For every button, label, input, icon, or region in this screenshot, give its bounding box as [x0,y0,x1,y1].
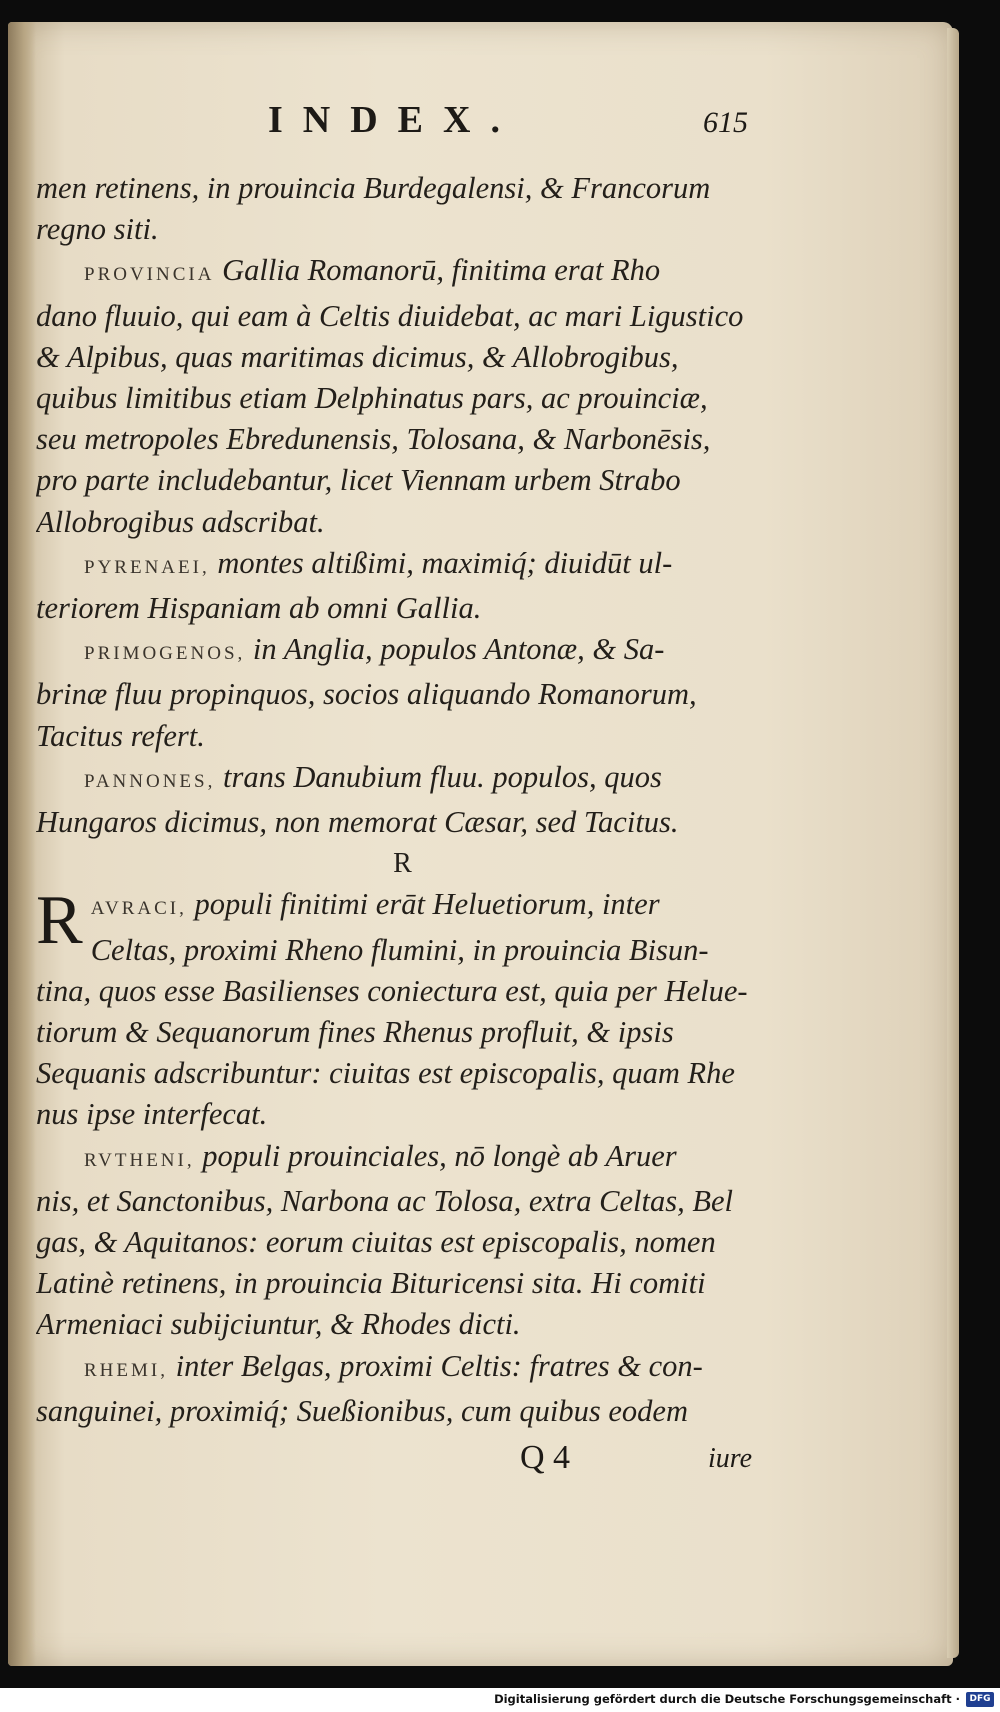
entry-pyrenaei [36,543,764,588]
entry-rutheni [36,1136,764,1181]
text-line: Latinè retinens, in prouincia Bituricensi sita. Hi comiti [36,1266,706,1301]
page-gutter [8,22,36,1666]
entry-text: trans Danubium fluu. populos, quos [222,759,662,794]
entry-text: populi finitimi erāt Heluetiorum, inter [194,887,660,922]
entry-text: populi prouinciales, nō longè ab Aruer [202,1138,677,1173]
text-line: Hungaros dicimus, non memorat Cæsar, sed Tacitus. [36,805,679,840]
entry-heading: PRIMOGENOS, [84,643,246,665]
text-line: nus ipse interfecat. [36,1097,268,1132]
drop-cap: R [36,882,83,960]
text-line: brinæ fluu propinquos, socios aliquando Romanorum, [36,677,697,712]
index-text [36,168,764,1432]
entry-provincia [36,250,764,295]
entry-rauraci [36,884,764,970]
entry-heading: AVRACI, [90,898,187,920]
text-line: teriorem Hispaniam ab omni Gallia. [36,591,482,626]
section-letter: R [393,848,412,880]
entry-heading: PYRENAEI, [84,556,210,578]
funding-notice: Digitalisierung gefördert durch die Deutsche Forschungsgemeinschaft · [494,1692,960,1706]
text-line: regno siti. [36,212,159,247]
page-edge [947,28,959,1658]
page-number: 615 [703,106,748,139]
text-line: Allobrogibus adscribat. [36,504,325,539]
entry-primogenos [36,629,764,674]
entry-text: montes altißimi, maximiq́; diuidūt ul- [217,545,673,580]
running-head: INDEX. [268,99,520,141]
signature-mark: Q 4 [520,1439,571,1476]
entry-rhemi [36,1346,764,1391]
text-line: quibus limitibus etiam Delphinatus pars, ac prouinciæ, [36,381,708,416]
text-line: & Alpibus, quas maritimas dicimus, & Allobrogibus, [36,339,679,374]
entry-text: Gallia Romanorū, finitima erat Rho [222,253,661,288]
text-line: seu metropoles Ebredunensis, Tolosana, & Narbonēsis, [36,422,711,457]
text-line: tina, quos esse Basilienses coniectura est, quia per Helue- [36,973,748,1008]
entry-heading: PANNONES, [84,770,216,792]
dfg-logo-icon: DFG [966,1692,994,1707]
text-line: Celtas, proximi Rheno flumini, in prouincia Bisun- [90,932,709,967]
text-line: pro parte includebantur, licet Viennam urbem Strabo [36,463,681,498]
entry-heading: RHEMI, [84,1359,168,1381]
entry-text: in Anglia, populos Antonæ, & Sa- [252,632,665,667]
text-line: Armeniaci subijciuntur, & Rhodes dicti. [36,1307,521,1342]
text-line: tiorum & Sequanorum fines Rhenus profluit, & ipsis [36,1015,674,1050]
catchword: iure [708,1443,753,1474]
footer-bar [0,1688,1000,1712]
text-line: Sequanis adscribuntur: ciuitas est episcopalis, quam Rhe [36,1056,735,1091]
text-line: sanguinei, proximiq́; Sueßionibus, cum quibus eodem [36,1393,688,1428]
text-line: gas, & Aquitanos: eorum ciuitas est episcopalis, nomen [36,1225,716,1260]
entry-heading: PROVINCIA [84,264,215,286]
text-line: dano fluuio, qui eam à Celtis diuidebat, ac mari Ligustico [36,298,744,333]
entry-pannones [36,757,764,802]
text-line: Tacitus refert. [36,718,205,753]
entry-text: inter Belgas, proximi Celtis: fratres & con- [175,1348,703,1383]
signature-line [520,1439,780,1477]
text-line: men retinens, in prouincia Burdegalensi, & Francorum [36,171,711,205]
entry-heading: RVTHENI, [84,1149,195,1171]
text-line: nis, et Sanctonibus, Narbona ac Tolosa, extra Celtas, Bel [36,1183,733,1218]
